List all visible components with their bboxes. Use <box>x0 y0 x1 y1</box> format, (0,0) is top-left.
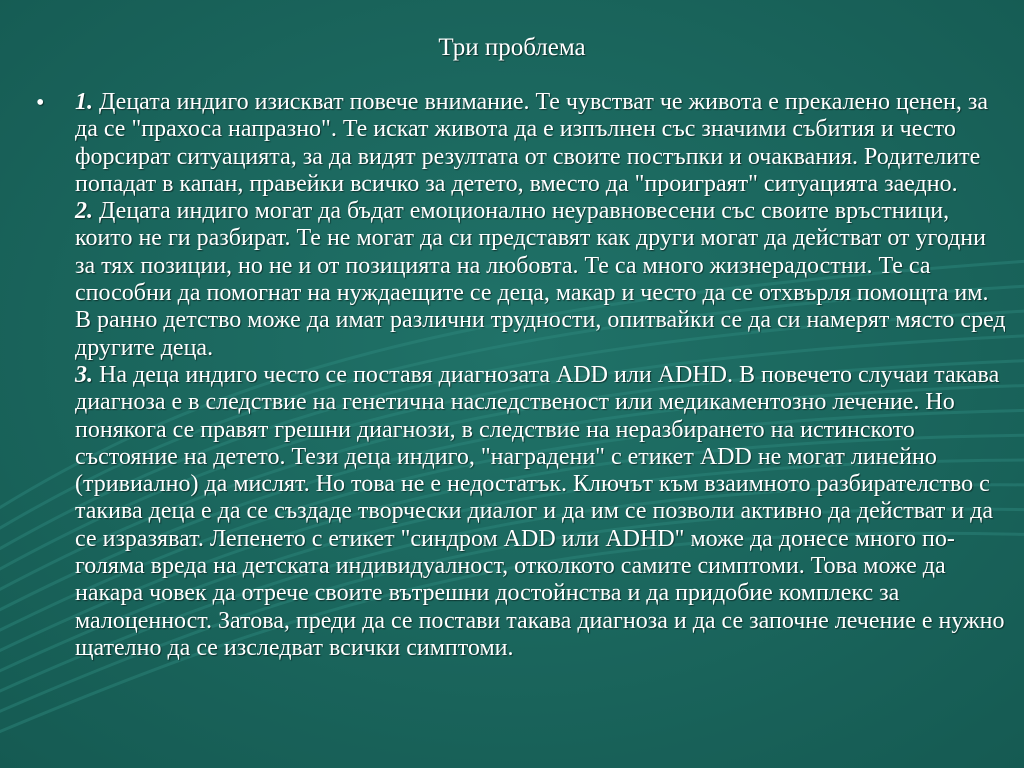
point-1-text: Децата индиго изискват повече внимание. Те чувстват че живота е прекалено ценен, за да се "прахоса напразно". Те искат живота да е изпълнен със значими събития и често форсират ситуацията, за да видят резултата от своите постъпки и очаквания. Родителите попадат в капан, правейки всичко за детето, вместо да "проиграят" ситуацията заедно. <box>75 89 988 197</box>
slide-title: Три проблема <box>438 34 586 61</box>
point-3-number: 3. <box>75 361 93 388</box>
point-2-number: 2. <box>75 198 93 225</box>
point-2-text: Децата индиго могат да бъдат емоционално неуравновесени със своите връстници, които не ги разбират. Те не могат да си представят как други могат да действат от угодни за тях позиции, но не и от позицията на любовта. Те са много жизнерадостни. Те са способни да помогнат на нуждаещите се деца, макар и често да се отхвърля помощта им. В ранно детство може да имат различни трудности, опитвайки се да си намерят място сред другите деца. <box>75 198 1006 361</box>
point-3 <box>75 362 1006 662</box>
bullet-text <box>75 89 1006 662</box>
point-2 <box>75 198 1006 362</box>
point-3-text: На деца индиго често се поставя диагнозата ADD или ADHD. В повечето случаи такава диагноза е в следствие на генетична наследственост или медикаментозно лечение. Но понякога се правят грешни диагнози, в следствие на неразбирането на истинското състояние на детето. Тези деца индиго, "наградени" с етикет ADD не могат линейно (тривиално) да мислят. Но това не е недостатък. Ключът към взаимното разбирателство с такива деца е да се създаде творчески диалог и да им се позволи активно да действат и да се изразяват. Лепенето с етикет "синдром ADD или ADHD" може да донесе много по-голяма вреда на детската индивидуалност, отколкото самите симптоми. Това може да накара човек да отрече своите вътрешни достойнства и да придобие комплекс за малоценност. Затова, преди да се постави такава диагноза и да се започне лечение е нужно щателно да се изследват всички симптоми. <box>75 361 1005 661</box>
bullet-item <box>36 89 1006 662</box>
slide-content <box>36 89 1006 768</box>
bullet-icon: • <box>36 90 45 116</box>
point-1-number: 1. <box>75 89 93 115</box>
point-1 <box>75 89 1006 198</box>
